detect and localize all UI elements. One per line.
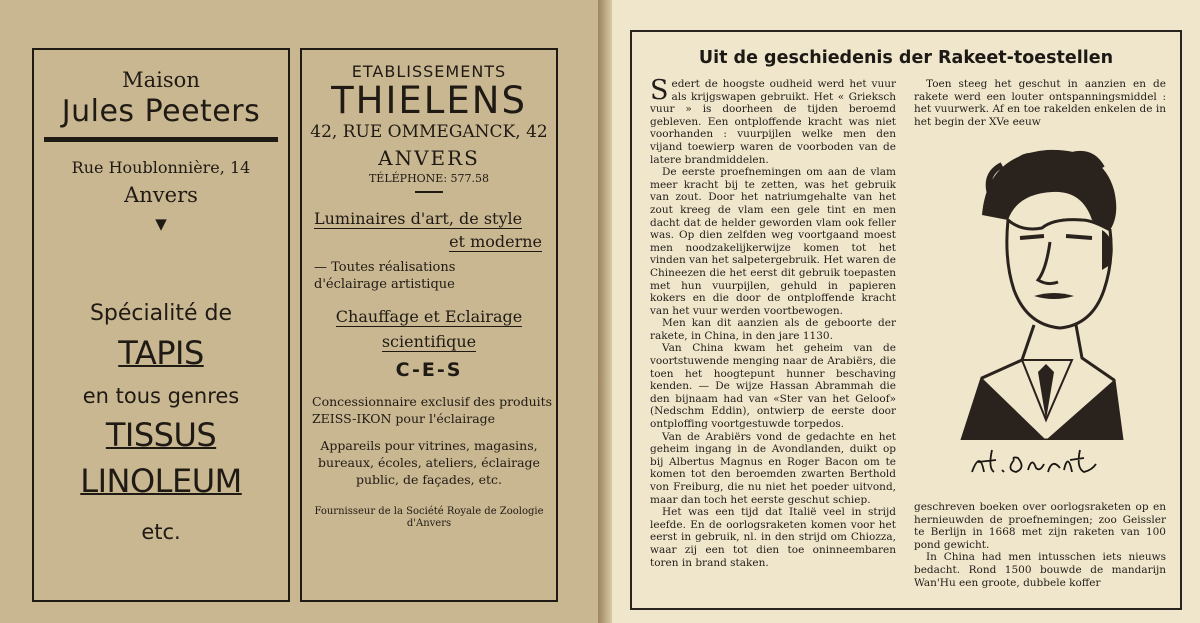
divider-bar xyxy=(44,137,278,142)
divider-short xyxy=(415,191,443,193)
ad-moderne xyxy=(302,232,556,251)
ad-telephone: TÉLÉPHONE: 577.58 xyxy=(368,172,490,185)
ad-scientifique-text: scientifique xyxy=(381,332,477,351)
ad-maison: Maison xyxy=(122,68,200,92)
ad-toutes-line1: — Toutes réalisations xyxy=(314,260,456,275)
article-paragraph: Van China kwam het geheim van de voortstuwende menging naar de Arabiërs, die toen het hoogtepunt hunner beschaving kenden. — De wijze Hassan Abrammah die den bijnaam had van «Ster van het Geloof» (Nedschm Eddin), ontwierp de eerste door ontploffing voortgestuwde torpedos. xyxy=(650,342,896,431)
ad-chauffage-text: Chauffage et Eclairage xyxy=(335,307,523,326)
ad-toutes xyxy=(302,259,556,293)
ad-street: Rue Houblonnière, 14 xyxy=(71,158,251,177)
ad-fourn-line2: d'Anvers xyxy=(406,518,452,529)
ad-tissus: TISSUS xyxy=(105,416,217,454)
article-paragraph: Men kan dit aanzien als de geboorte der rakete, in China, in den jare 1130. xyxy=(650,317,896,342)
ad-etablissements: ETABLISSEMENTS xyxy=(351,62,507,81)
ad-address: 42, RUE OMMEGANCK, 42 xyxy=(310,122,548,142)
article-paragraph: Van de Arabiërs vond de gedachte en het geheim ingang in de Avondlanden, duikt op bij Albertus Magnus en Roger Bacon om te komen tot den beroemden zwarten Berthold von Freiburg, die nu niet het poeder uitvond, maar dan toch het eerste geschut schiep. xyxy=(650,430,896,506)
triangle-ornament-icon: ▼ xyxy=(155,215,167,233)
ad-city: Anvers xyxy=(124,183,198,207)
ad-luminaires-text: Luminaires d'art, de style xyxy=(314,209,523,228)
ad-luminaires xyxy=(302,209,556,228)
ad-company-name: Jules Peeters xyxy=(61,94,261,129)
article-paragraph: Het was een tijd dat Italië veel in strijd leefde. En de oorlogsraketen komen voor het eerst in gebruik, nl. in den strijd om Chiozza, waar zij een tot dien toe oninneembaren toren in brand staken. xyxy=(650,506,896,569)
ad-scientifique xyxy=(302,332,556,351)
portrait-illustration xyxy=(942,120,1142,440)
drop-cap: S xyxy=(650,75,669,106)
book-gutter xyxy=(598,0,612,623)
ad-thielens: THIELENS xyxy=(331,79,527,122)
ad-toutes-line2: d'éclairage artistique xyxy=(314,277,455,292)
advertisement-thielens xyxy=(300,48,558,602)
signature-illustration xyxy=(962,442,1112,482)
ad-city: ANVERS xyxy=(378,146,480,170)
article-paragraph: geschreven boeken over oorlogsraketen op en hernieuwden de proefnemingen; zoo Geissler te Berlijn in 1668 met zijn raketen van 100 pond gewicht. xyxy=(914,501,1166,551)
ad-conc-line2: ZEISS-IKON pour l'éclairage xyxy=(312,411,496,426)
article-right-column-bottom xyxy=(914,501,1166,589)
left-page xyxy=(0,0,598,623)
article-paragraph: In China had men intusschen iets nieuws bedacht. Rond 1500 bouwde de mandarijn Wan'Hu een groote, dubbele koffer xyxy=(914,551,1166,589)
ad-concessionnaire xyxy=(302,393,556,427)
ad-tapis: TAPIS xyxy=(118,334,204,372)
ad-ces: C-E-S xyxy=(395,359,463,381)
ad-speciality: Spécialité de xyxy=(89,301,233,326)
article-title: Uit de geschiedenis der Rakeet-toestellen xyxy=(698,48,1114,68)
ad-appareils: Appareils pour vitrines, magasins, bureaux, écoles, ateliers, éclairage public, de façades, etc. xyxy=(318,438,540,487)
article-paragraph-text: edert de hoogste oudheid werd het vuur als krijgswapen gebruikt. Het « Grieksch vuur » is doorheen de tijden beroemd gebleven. Een ontploffende kracht was niet voorhanden : vuurpijlen welke men den vijand toewierp waren de voorboden van de latere brandmiddelen. xyxy=(650,78,896,166)
ad-fournisseur xyxy=(302,506,556,530)
ad-moderne-text: et moderne xyxy=(449,232,542,251)
ad-fourn-line1: Fournisseur de la Société Royale de Zoologie xyxy=(314,506,544,517)
right-page xyxy=(612,0,1200,623)
article-paragraph xyxy=(650,75,896,166)
advertisement-jules-peeters xyxy=(32,48,290,602)
article-left-column xyxy=(650,75,896,569)
article-paragraph: De eerste proefnemingen om aan de vlam meer kracht bij te zetten, was het gebruik van zout. Door het natriumgehalte van het zout kreeg de vlam een gele tint en men dacht dat de helder geworden vlam ook feller was. Op dien zelfden weg voortgaand moest men noodzakelijkerwijze komen tot het vinden van het salpetergebruik. Het waren de Chineezen die het eerst dit gebruik toepasten met hun vuurpijlen, gehuld in papieren kokers en die door de ontploffende kracht van het vuur werden voortbewogen. xyxy=(650,166,896,317)
ad-genres: en tous genres xyxy=(82,384,240,408)
article-paragraph: Toen steeg het geschut in aanzien en de rakete werd een louter ontspanningsmiddel : het vuurwerk. Af en toe rakelden enkelen de in het begin der XVe eeuw xyxy=(914,78,1166,128)
ad-linoleum: LINOLEUM xyxy=(80,462,242,500)
ad-chauffage xyxy=(302,307,556,326)
ad-conc-line1: Concessionnaire exclusif des produits xyxy=(312,394,553,409)
ad-etc: etc. xyxy=(141,520,181,544)
article-frame xyxy=(630,30,1182,610)
